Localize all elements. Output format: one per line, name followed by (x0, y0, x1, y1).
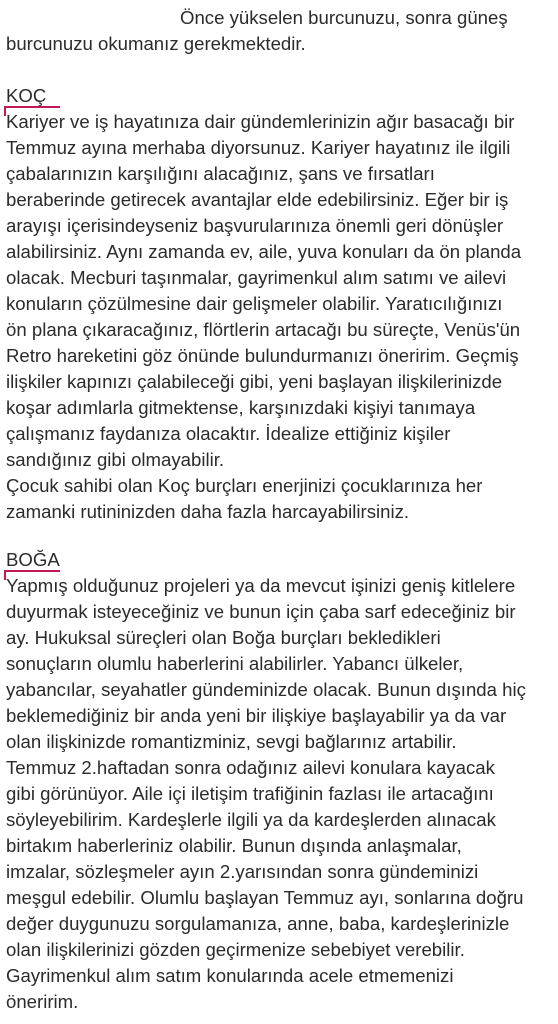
koc-line: ilişkiler kapınızı çalabileceği gibi, yeni başlayan ilişkilerinizde (6, 371, 503, 392)
koc-line: koşar adımlarla gitmektense, karşınızdaki kişiyi tanımaya (6, 397, 476, 418)
boga-line: ay. Hukuksal süreçleri olan Boğa burçları bekledikleri (6, 627, 441, 648)
koc-line: sandığınız gibi olmayabilir. (6, 449, 225, 470)
boga-line: öneririm. (6, 991, 79, 1012)
koc-line: konuların çözülmesine dair gelişmeler olabilir. Yaratıcılığınızı (6, 293, 503, 314)
intro-line-1: Önce yükselen burcunuzu, sonra güneş (180, 7, 508, 28)
boga-line: söyleyebilirim. Kardeşlerle ilgili ya da kardeşlerden alınacak (6, 809, 496, 830)
heading-underline-boga (4, 570, 60, 572)
boga-line: Yapmış olduğunuz projeleri ya da mevcut işinizi geniş kitlelere (6, 575, 516, 596)
koc-line: zamanki rutininizden daha fazla harcayabilirsiniz. (6, 501, 410, 522)
koc-line: çalışmanız faydanıza olacaktır. İdealize ettiğiniz kişiler (6, 423, 451, 444)
koc-line: ön plana çıkaracağınız, flörtlerin artacağı bu süreçte, Venüs'ün (6, 319, 521, 340)
boga-line: duyurmak isteyeceğiniz ve bunun için çaba sarf edeceğiniz bir (6, 601, 516, 622)
section-heading-koc: KOÇ (6, 85, 47, 106)
koc-line: Kariyer ve iş hayatınıza dair gündemlerinizin ağır basacağı bir (6, 111, 515, 132)
section-heading-boga: BOĞA (6, 549, 60, 570)
intro-line-2: burcunuzu okumanız gerekmektedir. (6, 33, 306, 54)
koc-line: Çocuk sahibi olan Koç burçları enerjinizi çocuklarınıza her (6, 475, 483, 496)
boga-line: değer duygunuzu sorgulamanıza, anne, baba, kardeşlerinizle (6, 913, 510, 934)
boga-line: birtakım haberleriniz olabilir. Bunun dışında anlaşmalar, (6, 835, 462, 856)
boga-line: sonuçların olumlu haberlerini alabilirler. Yabancı ülkeler, (6, 653, 464, 674)
koc-line: çabalarınızın karşılığını alacağınız, şans ve fırsatları (6, 163, 435, 184)
boga-line: yabancılar, seyahatler gündeminizde olacak. Bunun dışında hiç (6, 679, 526, 700)
koc-line: Temmuz ayına merhaba diyorsunuz. Kariyer hayatınız ile ilgili (6, 137, 511, 158)
heading-underline-koc (4, 106, 60, 108)
koc-line: alabilirsiniz. Aynı zamanda ev, aile, yuva konuları da ön planda (6, 241, 522, 262)
koc-line: Retro hareketini göz önünde bulundurmanızı öneririm. Geçmiş (6, 345, 519, 366)
boga-line: Gayrimenkul alım satım konularında acele etmemenizi (6, 965, 454, 986)
koc-line: beraberinde getirecek avantajlar elde edebilirsiniz. Eğer bir iş (6, 189, 509, 210)
boga-line: olan ilişkilerinizi gözden geçirmenize sebebiyet verebilir. (6, 939, 465, 960)
boga-line: olan ilişkinizde romantizminiz, sevgi bağlarınız artabilir. (6, 731, 457, 752)
boga-line: gibi görünüyor. Aile içi iletişim trafiğinin fazlası ile artacağını (6, 783, 494, 804)
koc-line: arayışı içerisindeyseniz başvurularınıza önemli geri dönüşler (6, 215, 504, 236)
boga-line: imzalar, sözleşmeler ayın 2.yarısından sonra gündeminizi (6, 861, 479, 882)
boga-line: Temmuz 2.haftadan sonra odağınız ailevi konulara kayacak (6, 757, 495, 778)
boga-line: beklemediğiniz bir anda yeni bir ilişkiye başlayabilir ya da var (6, 705, 507, 726)
koc-line: olacak. Mecburi taşınmalar, gayrimenkul alım satımı ve ailevi (6, 267, 507, 288)
boga-line: meşgul edebilir. Olumlu başlayan Temmuz ayı, sonlarına doğru (6, 887, 524, 908)
